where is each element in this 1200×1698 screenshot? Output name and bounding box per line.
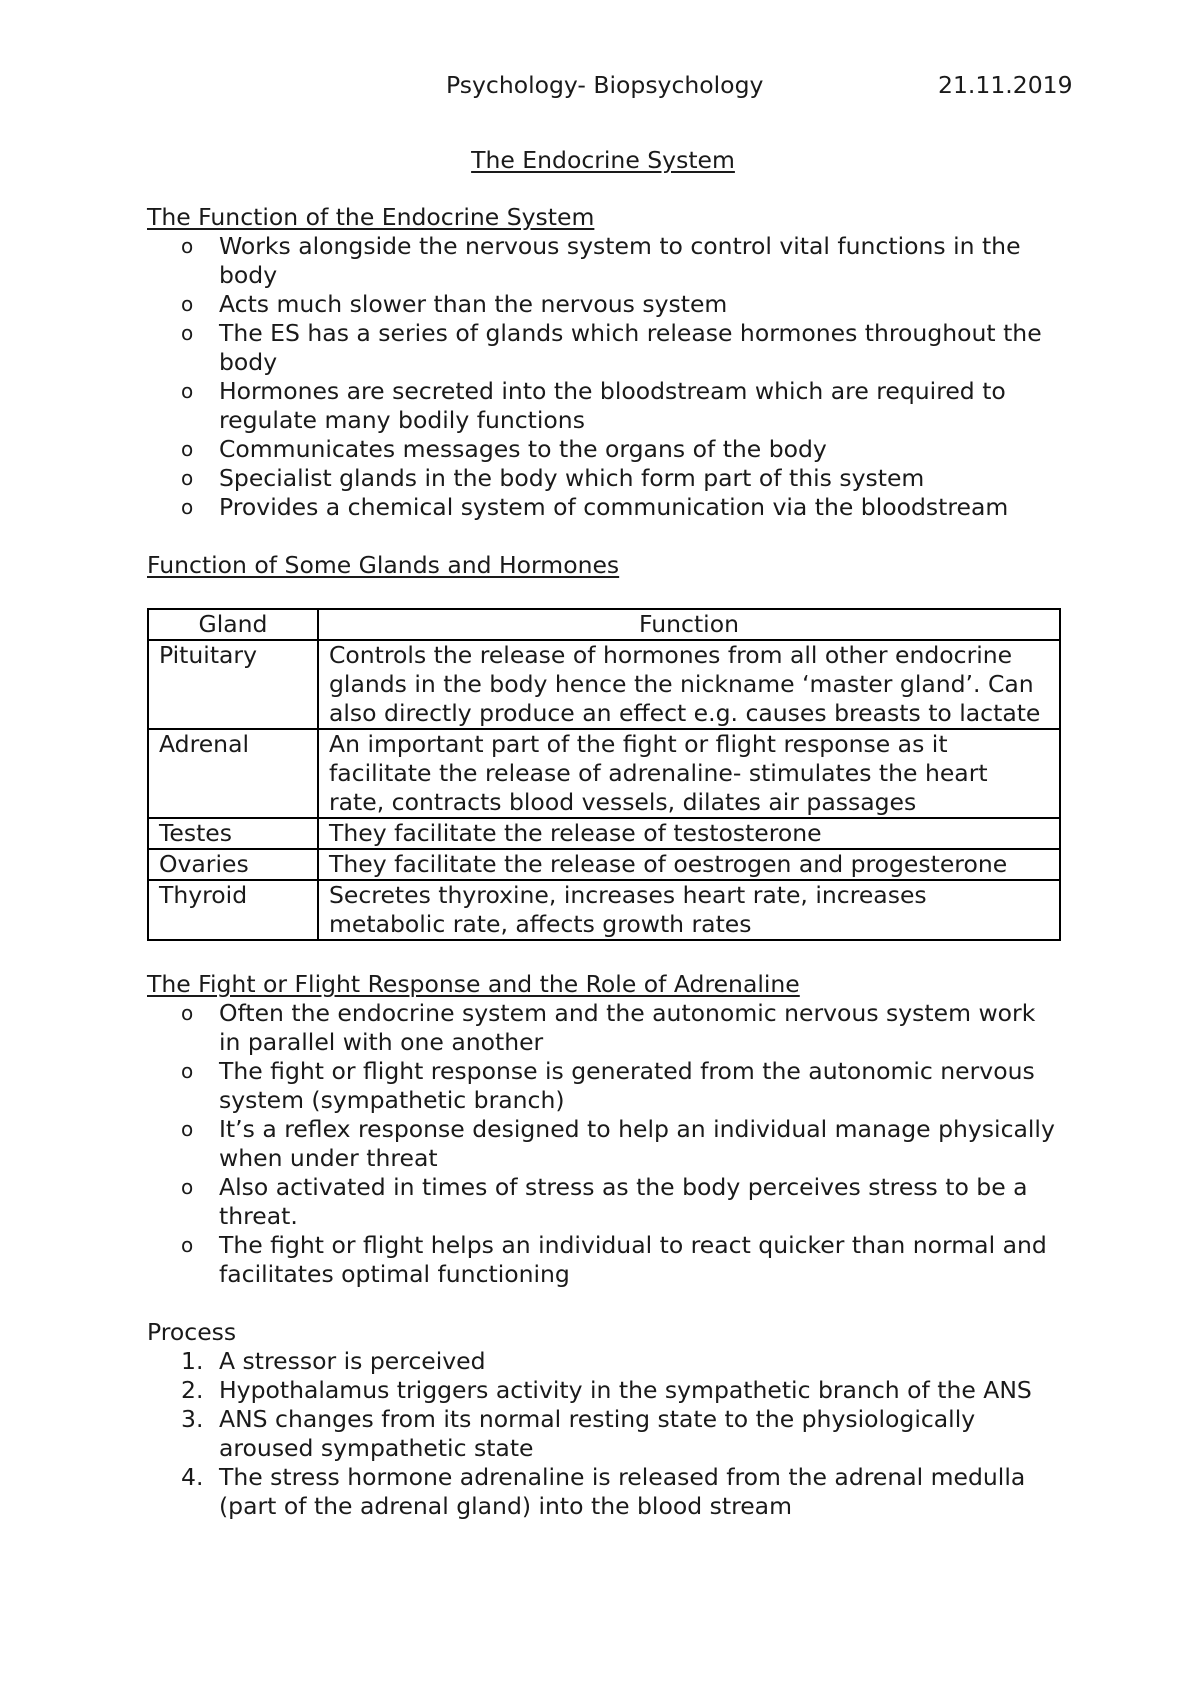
process-step (147, 1347, 1059, 1376)
process-steps-list (147, 1347, 1059, 1521)
list-item (147, 493, 1059, 522)
document-title-text: The Endocrine System (471, 146, 735, 174)
list-item (147, 319, 1059, 377)
list-item-text: Acts much slower than the nervous system (219, 290, 728, 318)
bullet-marker: o (181, 495, 194, 519)
gland-cell: Thyroid (148, 880, 318, 940)
document-body (147, 203, 1059, 1521)
list-item (147, 1057, 1059, 1115)
column-header-gland: Gland (148, 609, 318, 640)
list-item-text: Also activated in times of stress as the body perceives stress to be a threat. (219, 1173, 1028, 1230)
step-number: 2. (181, 1376, 204, 1404)
list-item-text: Hormones are secreted into the bloodstream which are required to regulate many bodily functions (219, 377, 1006, 434)
function-list (147, 232, 1059, 522)
step-text: Hypothalamus triggers activity in the sympathetic branch of the ANS (219, 1376, 1032, 1404)
fight-or-flight-list (147, 999, 1059, 1289)
bullet-marker: o (181, 1175, 194, 1199)
function-cell: Secretes thyroxine, increases heart rate, increases metabolic rate, affects growth rates (318, 880, 1060, 940)
bullet-marker: o (181, 379, 194, 403)
bullet-marker: o (181, 1059, 194, 1083)
list-item (147, 290, 1059, 319)
gland-cell: Pituitary (148, 640, 318, 729)
list-item (147, 232, 1059, 290)
list-item-text: The fight or flight response is generated from the autonomic nervous system (sympathetic branch) (219, 1057, 1035, 1114)
step-number: 3. (181, 1405, 204, 1433)
list-item (147, 1173, 1059, 1231)
function-cell: They facilitate the release of oestrogen and progesterone (318, 849, 1060, 880)
bullet-marker: o (181, 1233, 194, 1257)
step-text: A stressor is perceived (219, 1347, 486, 1375)
gland-cell: Testes (148, 818, 318, 849)
document-title (0, 145, 1200, 175)
bullet-marker: o (181, 292, 194, 316)
table-row (148, 818, 1060, 849)
function-cell: Controls the release of hormones from all other endocrine glands in the body hence the nickname ‘master gland’. Can also directly produce an effect e.g. causes breasts to lactate (318, 640, 1060, 729)
list-item-text: It’s a reflex response designed to help an individual manage physically when under threat (219, 1115, 1055, 1172)
list-item (147, 999, 1059, 1057)
section-heading-function: The Function of the Endocrine System (147, 203, 595, 231)
gland-cell: Adrenal (148, 729, 318, 818)
section-heading-fight-or-flight: The Fight or Flight Response and the Role of Adrenaline (147, 970, 800, 998)
header-subject: Psychology- Biopsychology (446, 71, 764, 99)
glands-table (147, 608, 1061, 941)
process-step (147, 1463, 1059, 1521)
function-cell: They facilitate the release of testosterone (318, 818, 1060, 849)
section-heading-glands: Function of Some Glands and Hormones (147, 551, 620, 579)
table-header-row (148, 609, 1060, 640)
bullet-marker: o (181, 321, 194, 345)
list-item (147, 1115, 1059, 1173)
bullet-marker: o (181, 437, 194, 461)
gland-cell: Ovaries (148, 849, 318, 880)
list-item-text: Specialist glands in the body which form part of this system (219, 464, 925, 492)
list-item-text: Provides a chemical system of communication via the bloodstream (219, 493, 1009, 521)
section-heading-process: Process (147, 1318, 237, 1346)
bullet-marker: o (181, 466, 194, 490)
step-text: The stress hormone adrenaline is released from the adrenal medulla (part of the adrenal gland) into the blood stream (219, 1463, 1026, 1520)
bullet-marker: o (181, 234, 194, 258)
list-item (147, 464, 1059, 493)
header-date: 21.11.2019 (938, 71, 1073, 99)
list-item (147, 377, 1059, 435)
bullet-marker: o (181, 1117, 194, 1141)
step-text: ANS changes from its normal resting state to the physiologically aroused sympathetic state (219, 1405, 976, 1462)
table-row (148, 880, 1060, 940)
step-number: 4. (181, 1463, 204, 1491)
list-item-text: Communicates messages to the organs of the body (219, 435, 827, 463)
bullet-marker: o (181, 1001, 194, 1025)
list-item-text: Works alongside the nervous system to control vital functions in the body (219, 232, 1021, 289)
column-header-function: Function (318, 609, 1060, 640)
list-item (147, 435, 1059, 464)
process-step (147, 1405, 1059, 1463)
table-row (148, 640, 1060, 729)
process-step (147, 1376, 1059, 1405)
step-number: 1. (181, 1347, 204, 1375)
list-item (147, 1231, 1059, 1289)
table-row (148, 729, 1060, 818)
list-item-text: Often the endocrine system and the autonomic nervous system work in parallel with one another (219, 999, 1036, 1056)
function-cell: An important part of the fight or flight response as it facilitate the release of adrenaline- stimulates the heart rate, contracts blood vessels, dilates air passages (318, 729, 1060, 818)
table-row (148, 849, 1060, 880)
list-item-text: The ES has a series of glands which release hormones throughout the body (219, 319, 1042, 376)
list-item-text: The fight or flight helps an individual to react quicker than normal and facilitates optimal functioning (219, 1231, 1047, 1288)
